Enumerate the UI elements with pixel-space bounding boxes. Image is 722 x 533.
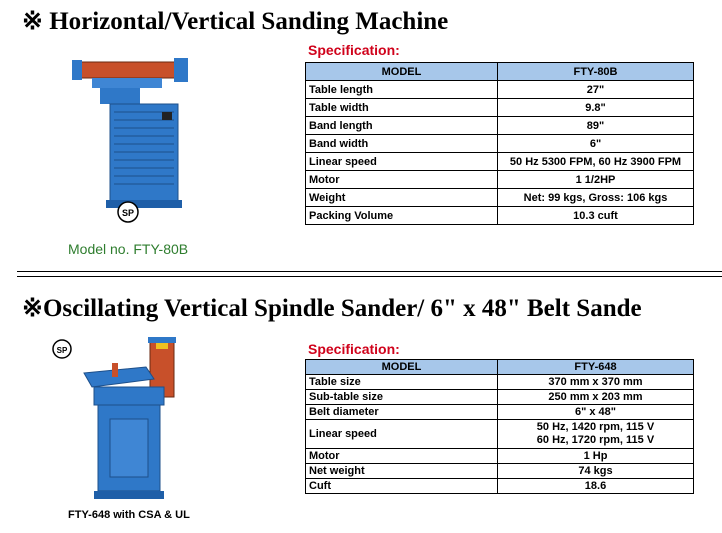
row-value: 6" x 48" xyxy=(498,405,694,420)
row-value: 50 Hz 5300 FPM, 60 Hz 3900 FPM xyxy=(498,153,694,171)
table-row xyxy=(306,405,694,420)
table-row xyxy=(306,171,694,189)
row-value: 10.3 cuft xyxy=(498,207,694,225)
model-caption-fty-80b: Model no. FTY-80B xyxy=(68,241,189,257)
header-cell: FTY-80B xyxy=(498,63,694,81)
section2-spec-label: Specification: xyxy=(308,341,400,357)
spec-table-header xyxy=(306,63,694,81)
row-label: Table width xyxy=(306,99,498,117)
row-value: 1 1/2HP xyxy=(498,171,694,189)
table-row xyxy=(306,153,694,171)
row-label: Motor xyxy=(306,171,498,189)
row-label: Cuft xyxy=(306,479,498,494)
row-value: 250 mm x 203 mm xyxy=(498,390,694,405)
section2-title: ※Oscillating Vertical Spindle Sander/ 6" x 48" Belt Sande xyxy=(22,295,642,322)
row-label: Net weight xyxy=(306,464,498,479)
row-label: Belt diameter xyxy=(306,405,498,420)
row-label: Band width xyxy=(306,135,498,153)
row-value: 9.8" xyxy=(498,99,694,117)
header-cell: FTY-648 xyxy=(498,360,694,375)
model-caption-fty-648: FTY-648 with CSA & UL xyxy=(68,509,190,521)
spec-table-header xyxy=(306,360,694,375)
table-row xyxy=(306,390,694,405)
spec-table-fty-648 xyxy=(305,359,694,494)
svg-text:SP: SP xyxy=(56,346,68,355)
svg-text:SP: SP xyxy=(121,208,135,218)
csa-mark-icon xyxy=(53,340,71,358)
row-value xyxy=(498,420,694,449)
section1-title: ※ Horizontal/Vertical Sanding Machine xyxy=(22,8,449,35)
fty-648-machine-image xyxy=(50,335,190,503)
row-label: Table length xyxy=(306,81,498,99)
table-row xyxy=(306,117,694,135)
row-label: Band length xyxy=(306,117,498,135)
row-label: Packing Volume xyxy=(306,207,498,225)
row-label: Sub-table size xyxy=(306,390,498,405)
table-row xyxy=(306,464,694,479)
spec-table-fty-80b xyxy=(305,62,694,225)
row-value: 18.6 xyxy=(498,479,694,494)
table-row xyxy=(306,81,694,99)
section-divider xyxy=(17,271,722,272)
table-row xyxy=(306,99,694,117)
header-cell: MODEL xyxy=(306,360,498,375)
row-value-line: 60 Hz, 1720 rpm, 115 V xyxy=(536,434,655,446)
row-label: Motor xyxy=(306,449,498,464)
section-divider xyxy=(17,276,722,277)
row-value: 74 kgs xyxy=(498,464,694,479)
row-value: 6" xyxy=(498,135,694,153)
row-value: 1 Hp xyxy=(498,449,694,464)
csa-mark-icon xyxy=(118,202,138,222)
table-row xyxy=(306,207,694,225)
header-cell: MODEL xyxy=(306,63,498,81)
table-row xyxy=(306,135,694,153)
table-row xyxy=(306,420,694,449)
row-value: 370 mm x 370 mm xyxy=(498,375,694,390)
row-label: Weight xyxy=(306,189,498,207)
table-row xyxy=(306,189,694,207)
row-label: Table size xyxy=(306,375,498,390)
row-label: Linear speed xyxy=(306,420,498,449)
row-label: Linear speed xyxy=(306,153,498,171)
row-value: 27" xyxy=(498,81,694,99)
section1-spec-label: Specification: xyxy=(308,42,400,58)
fty-80b-machine-image xyxy=(70,46,190,226)
table-row xyxy=(306,449,694,464)
row-value-line: 50 Hz, 1420 rpm, 115 V xyxy=(536,421,655,433)
table-row xyxy=(306,479,694,494)
table-row xyxy=(306,375,694,390)
row-value: 89" xyxy=(498,117,694,135)
row-value: Net: 99 kgs, Gross: 106 kgs xyxy=(498,189,694,207)
